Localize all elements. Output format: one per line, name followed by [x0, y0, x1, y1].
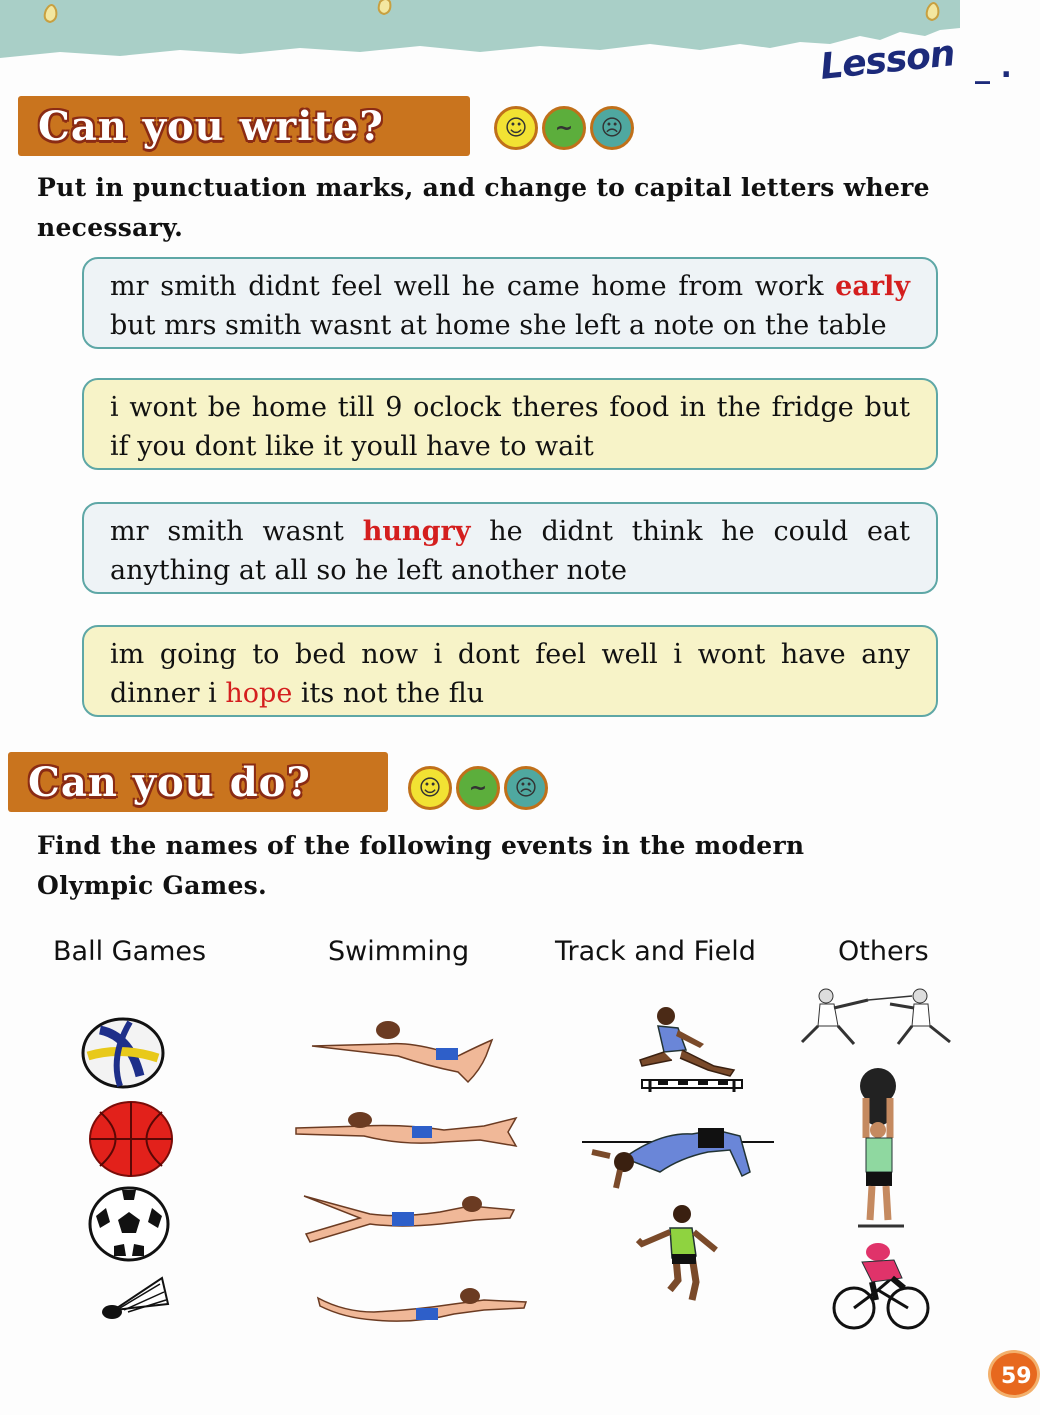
- volleyball-icon: [80, 1016, 166, 1090]
- backstroke-swimmer-icon: [300, 1190, 520, 1246]
- highlighted-word: hungry: [362, 516, 471, 547]
- sentence-box: [82, 625, 938, 717]
- fencing-icon: [794, 980, 960, 1050]
- shuttlecock-icon: [100, 1274, 170, 1320]
- highlighted-word: early: [835, 271, 910, 302]
- write-rating-faces: [494, 106, 634, 150]
- freestyle-swimmer-icon: [294, 1108, 520, 1156]
- do-rating-faces: [408, 766, 548, 810]
- long-jumper-icon: [634, 1200, 724, 1306]
- lesson-number: _ .: [975, 50, 1012, 85]
- write-instruction: Put in punctuation marks, and change to capital letters where necessary.: [37, 173, 930, 242]
- sentence-box: [82, 378, 938, 470]
- sentence-box: [82, 502, 938, 594]
- lesson-label: Lesson: [818, 33, 957, 88]
- breaststroke-swimmer-icon: [314, 1282, 530, 1330]
- do-section-header: [8, 752, 388, 812]
- sentence-text: but mrs smith wasnt at home she left a note on the table: [110, 310, 887, 341]
- category-others: Others: [838, 936, 929, 967]
- sentence-text: its not the flu: [292, 678, 485, 709]
- write-section-header: [18, 96, 470, 156]
- sentence-box: [82, 257, 938, 349]
- sentence-text: he didnt think he could eat anything at all so he left another note: [110, 516, 910, 586]
- butterfly-swimmer-icon: [308, 1016, 498, 1088]
- basketball-icon: [88, 1100, 174, 1178]
- page-number-badge: 59: [988, 1350, 1040, 1398]
- highlighted-word: hope: [225, 678, 293, 709]
- high-jumper-icon: [580, 1112, 776, 1192]
- sentence-text: mr smith didnt feel well he came home from work: [110, 271, 836, 302]
- sentence-text: mr smith wasnt: [110, 516, 363, 547]
- happy-face-icon[interactable]: ☺: [494, 106, 538, 150]
- category-ball-games: Ball Games: [53, 936, 207, 967]
- weightlifter-icon: [852, 1068, 912, 1230]
- hurdler-icon: [634, 1004, 744, 1096]
- write-section-title: Can you write?: [38, 102, 384, 150]
- sentence-text: i wont be home till 9 oclock theres food in the fridge but if you dont like it youll have to wait: [110, 392, 910, 462]
- neutral-face-icon[interactable]: ~: [542, 106, 586, 150]
- cyclist-icon: [832, 1238, 932, 1334]
- do-section-title: Can you do?: [28, 758, 311, 806]
- top-banner: [0, 0, 960, 70]
- neutral-face-icon[interactable]: ~: [456, 766, 500, 810]
- sentence-text: im going to bed now i dont feel well i wont have any dinner i: [110, 639, 910, 709]
- football-icon: [88, 1186, 170, 1262]
- category-swimming: Swimming: [328, 936, 470, 967]
- sad-face-icon[interactable]: ☹: [504, 766, 548, 810]
- happy-face-icon[interactable]: ☺: [408, 766, 452, 810]
- sad-face-icon[interactable]: ☹: [590, 106, 634, 150]
- category-track-and-field: Track and Field: [555, 936, 756, 967]
- do-instruction: Find the names of the following events in the modern Olympic Games.: [37, 831, 805, 900]
